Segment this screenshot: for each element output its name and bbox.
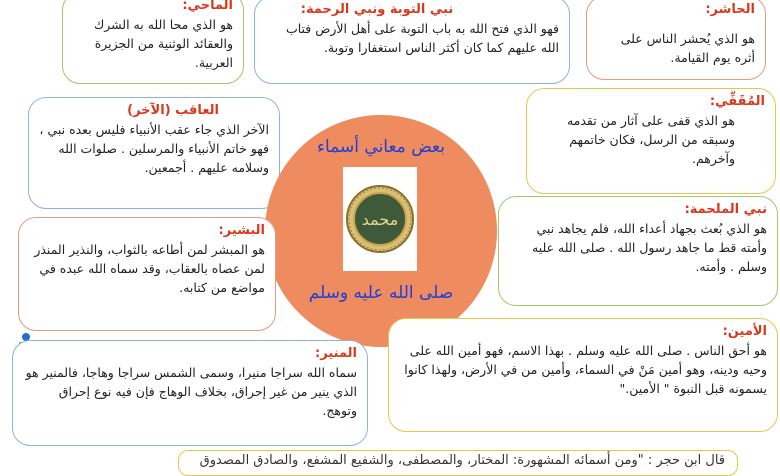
card-body: سماه الله سراجا منيرا، وسمى الشمس سراجا وهاجا، فالمنير هو الذي ينير من غير إحراق، بخلاف الوهاج فإن فيه نوع إحراق وتوهج. — [25, 365, 357, 418]
card-title: المنير: — [315, 346, 357, 361]
center-subtitle: صلى الله عليه وسلم — [308, 283, 454, 303]
card-body: هو الذي قفى على آثار من تقدمه وسبقه من الرسل، فكان خاتمهم وآخرهم. — [566, 113, 735, 166]
footer-quote: قال ابن حجر : "ومن أسمائه المشهورة: المختار، والمصطفى، والشفيع المشفع، والصادق المصدوق — [178, 450, 738, 476]
card-title: نبي التوبة ونبي الرحمة: — [300, 2, 454, 17]
muhammad-calligraphy-emblem — [343, 167, 417, 271]
center-circle — [265, 115, 497, 347]
card-title: البشير: — [218, 223, 265, 238]
card-body: فهو الذي فتح الله به باب التوبة على أهل الأرض فتاب الله عليهم كما كان أكثر الناس استغفارا وتوبة. — [285, 21, 559, 55]
card-munir — [12, 340, 368, 446]
card-mahi — [62, 0, 244, 84]
card-body: هو الذي محا الله به الشرك والعقائد الوثنية من الجزيرة العربية. — [93, 17, 233, 70]
card-body: هو المبشر لمن أطاعه بالثواب، والنذير المنذر لمن عصاه بالعقاب، وقد سماه الله عبده في مواضع من كتابه. — [34, 242, 265, 295]
card-title: الحاشر: — [705, 2, 755, 17]
card-body: الآخر الذي جاء عقب الأنبياء فليس بعده نبي ، فهو خاتم الأنبياء والمرسلين . صلوات الله وسلامه عليهم . أجمعين. — [39, 122, 269, 175]
card-body: هو أحق الناس . صلى الله عليه وسلم . بهذا الاسم، فهو أمين الله على وحيه ودينه، وهو أمين مَنْ في السماء، وأمين من في الأرض، ولهذا كانوا يسمونه قبل النبوة " الأمين." — [404, 343, 767, 396]
card-muqaffi — [526, 88, 776, 194]
card-aqib — [28, 97, 280, 209]
card-hashir — [586, 0, 766, 80]
card-title: الأمين: — [722, 324, 767, 339]
card-malhama — [498, 196, 778, 306]
card-body: هو الذي يُحشر الناس على أثره يوم القيامة. — [620, 31, 755, 65]
card-title: العاقب (الآخر) — [127, 103, 219, 118]
svg-text:محمد: محمد — [361, 210, 399, 229]
card-title: الماحي: — [182, 0, 233, 13]
card-bashir — [18, 217, 276, 331]
card-tawba — [254, 0, 570, 84]
card-body: هو الذي بُعث بجهاد أعداء الله، فلم يجاهد نبي وأمته قط ما جاهد رسول الله . صلى الله عليه وسلم . وأمته. — [532, 221, 767, 274]
center-title: بعض معاني أسماء — [317, 137, 445, 157]
card-title: نبي الملحمة: — [684, 202, 767, 217]
card-amin — [388, 318, 778, 432]
card-title: المُقَفِّي: — [709, 94, 765, 109]
